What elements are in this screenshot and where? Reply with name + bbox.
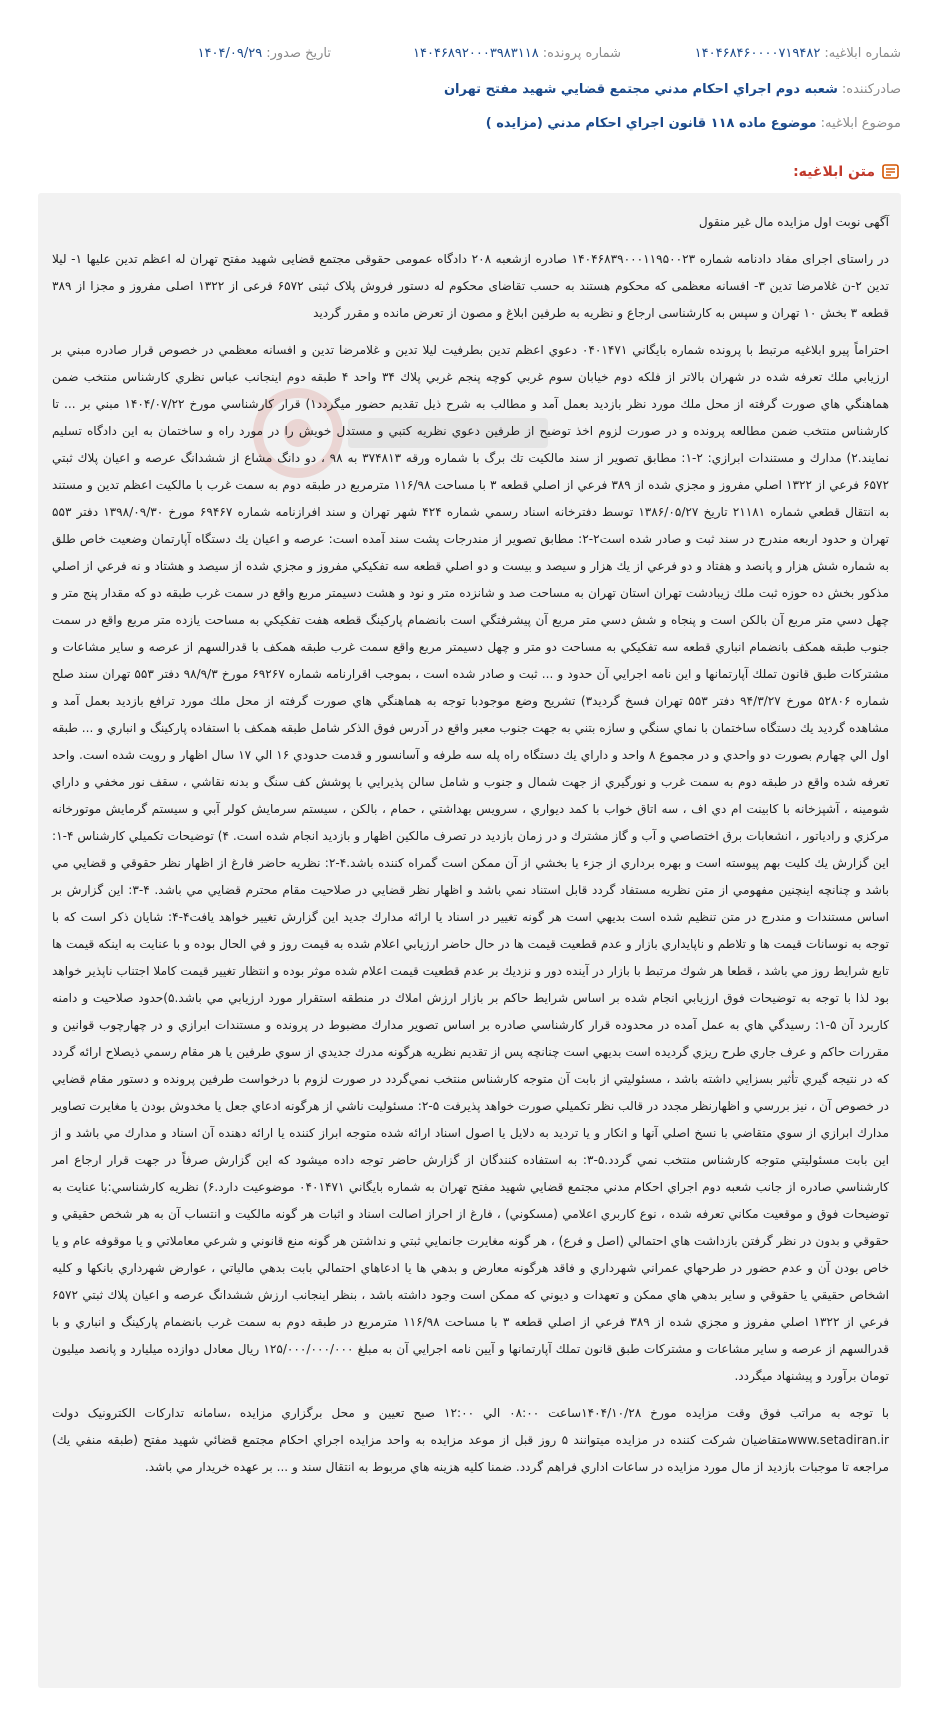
document-icon bbox=[881, 163, 901, 181]
notice-paragraph-1: در راستای اجرای مفاد دادنامه شماره ۱۴۰۴۶۸۳۹۰۰۰۱۱۹۵۰۰۲۳ صادره ازشعبه ۲۰۸ دادگاه عمومی حقوقی مجتمع قضایی شهید مفتح تهران له اعظم تدین علیها ۱- لیلا تدین ۲-ن غلامرضا تدین ۳- افسانه معظمی که محکوم هستند به حسب تقاضای محکوم له دستور فروش پلاک ثبتی ۶۵۷۲ فرعی از ۱۳۲۲ اصلی مفروز و مجزا از ۳۸۹ قطعه ۳ بخش ۱۰ تهران و سپس به کارشناسی ارجاع و نظریه به طرفین ابلاغ و مصون از تعرض مانده و مقرر گردید bbox=[52, 252, 889, 320]
issuer-row bbox=[38, 82, 901, 97]
case-number-value: ۱۴۰۴۶۸۹۲۰۰۰۳۹۸۳۱۱۸ bbox=[413, 46, 539, 61]
notice-paragraph-2: احتراماً پيرو ابلاغيه مرتبط با پرونده شماره بايگاني ۰۴۰۱۴۷۱ دعوي اعظم تدين بطرفيت ليلا تدين و غلامرضا تدين و افسانه معظمي در خصوص قرار صادره مبني بر ارزيابي ملك تعرفه شده در شهران بالاتر از فلكه دوم خيابان سوم غربي كوچه پنجم غربي پلاك ۳۴ واحد ۴ طبقه دوم اينجانب عباس نظري كارشناس منتخب ضمن هماهنگي هاي صورت گرفته از محل ملك مورد نظر بازديد بعمل آمد و مطالب به شرح ذيل تقديم حضور ميگردد۱) قرار كارشناسي مورخ ۱۴۰۴/۰۷/۲۲ مبني بر ... تا كارشناس منتخب ضمن مطالعه پرونده و در صورت لزوم اخذ توضيح از طرفين دعوي نظريه كتبي و مستدل خويش را در مورد راه و ساختمان به اين دادگاه تسليم نمايند.۲) مدارك و مستندات ابرازي: ۲-۱: مطابق تصوير از سند مالكيت تك برگ با شماره ورقه ۳۷۴۸۱۳ به ۹۸ ، دو دانگ مشاع از ششدانگ عرصه و اعيان پلاك ثبتي ۶۵۷۲ فرعي از ۱۳۲۲ اصلي مفروز و مجزي شده از ۳۸۹ فرعي از اصلي قطعه ۳ با مساحت ۱۱۶/۹۸ مترمربع در طبقه دوم به سمت غرب با مالكيت اعظم تدين و مستند به انتقال قطعي شماره ۲۱۱۸۱ تاريخ ۱۳۸۶/۰۵/۲۷ توسط دفترخانه اسناد رسمي شماره ۴۲۴ شهر تهران و سند افرازنامه شماره ۶۹۴۶۷ مورخ ۱۳۹۸/۰۹/۳۰ دفتر ۵۵۳ تهران و حدود اربعه مندرج در سند ثبت و صادر شده است۲-۲: مطابق تصوير از مندرجات پشت سند آمده است: عرصه و اعيان يك دستگاه آپارتمان وضعيت خاص طلق به شماره شش هزار و پانصد و هفتاد و دو فرعي از يك هزار و سيصد و بيست و دو اصلي قطعه سه تفكيكي مفروز و مجزي شده از سيصد و هشتاد و نه فرعي از اصلي مذكور بخش ده حوزه ثبت ملك زيبادشت تهران استان تهران به مساحت صد و شانزده متر و نود و هشت دسيمتر مربع واقع در سمت غرب طبقه دو كه مقدار پنج متر و چهل دسي متر مربع آن بالكن است و پنجاه و شش دسي متر مربع آن پيشرفتگي است بانضمام پاركينگ قطعه هفت تفكيكي به مساحت يازده متر مربع واقع در سمت جنوب طبقه همكف بانضمام انباري قطعه سه تفكيكي به مساحت دو متر و چهل دسيمتر مربع واقع سمت غرب طبقه همكف با قدرالسهم از عرصه و ساير مشاعات و مشتركات طبق قانون تملك آپارتمانها و اين نامه اجرايي آن حدود و ... ثبت و صادر شده است ، بموجب اقرارنامه شماره ۶۹۲۶۷ مورخ ۹۸/۹/۳ دفتر ۵۵۳ تهران سند صلح شماره ۵۲۸۰۶ مورخ ۹۴/۳/۲۷ دفتر ۵۵۳ تهران فسخ گرديد۳) تشريح وضع موجودبا توجه به هماهنگي هاي صورت گرفته از محل ملك مورد ترافع بازديد بعمل آمد و مشاهده گرديد يك دستگاه ساختمان با نماي سنگي و سازه بتني به جهت جنوب معبر واقع در آدرس فوق الذكر شامل طبقه همكف با استفاده پاركينگ و انباري و ... طبقه اول الي چهارم بصورت دو واحدي و در مجموع ۸ واحد و داراي يك دستگاه راه پله سه طرفه و آسانسور و قدمت حدودي ۱۶ الي ۱۷ سال اظهار و رويت شده است. واحد تعرفه شده واقع در طبقه دوم به سمت غرب و نورگيري از جهت شمال و جنوب و شامل سالن پذيرايي با پوشش كف سنگ و بدنه نقاشي ، سقف نور مخفي و داراي شومينه ، آشپزخانه با كابينت ام دي اف ، سه اتاق خواب با كمد ديواري ، سرويس بهداشتي ، حمام ، بالكن ، سيستم سرمايش كولر آبي و سيستم گرمايش موتورخانه مركزي و رادياتور ، انشعابات برق اختصاصي و آب و گاز مشترك و در زمان بازديد در تصرف مالكين اظهار و بازديد انجام شده است. ۴) توضيحات تكميلي كارشناس ۴-۱: اين گزارش يك كليت بهم پيوسته است و بهره برداري از جزء يا بخشي از آن ممكن است گمراه كننده باشد.۴-۲: نظريه حاضر فارغ از اظهار نظر حقوقي و قضايي مي باشد و چنانچه اينچنين مفهومي از متن نظريه مستفاد گردد قابل استناد نمي باشد و اظهار نظر قضايي در صلاحيت مقام محترم قضايي مي باشد. ۴-۳: اين گزارش بر اساس مستندات و مندرج در متن تنظيم شده است بديهي است هر گونه تغيير در اسناد يا ارائه مدارك جديد اين گزارش تغيير خواهد يافت۴-۴: شايان ذكر است كه با توجه به نوسانات قيمت ها و تلاطم و ناپايداري بازار و عدم قطعيت قيمت ها در حال حاضر ارزيابي اعلام شده به قيمت روز و في الحال بوده و با عنايت به اينكه قيمت ها تابع شرايط روز مي باشد ، قطعا هر شوك مرتبط با بازار در آينده دور و نزديك بر عدم قطعيت قيمت اعلام شده موثر بوده و انتظار تغيير قيمت كاملا اجتناب ناپذير خواهد بود لذا با توجه به توضيحات فوق ارزيابي انجام شده بر اساس شرايط حاكم بر بازار ارزش املاك در منطقه استقرار مورد ارزيابي مي باشد.۵)حدود صلاحيت و دامنه كاربرد آن ۵-۱: رسيدگي هاي به عمل آمده در محدوده قرار كارشناسي صادره بر اساس تصوير مدارك مضبوط در پرونده و مستندات ابرازي و در چهارچوب قوانين و مقررات حاكم و عرف جاري طرح ريزي گرديده است بديهي است چنانچه پس از تقديم نظريه هرگونه مدرك جديدي از سوي طرفين يا هر مقام رسمي ذيصلاح ارائه گردد كه در نتيجه گيري تأثير بسزايي داشته باشد ، مسئوليتي از بابت آن متوجه كارشناس منتخب نمي‌گردد در صورت لزوم با درخواست طرفين پرونده و دستور مقام قضايي در خصوص آن ، نيز بررسي و اظهارنظر مجدد در قالب نظر تكميلي صورت خواهد پذيرفت ۵-۲: مسئوليت ناشي از هرگونه ادعاي جعل يا مخدوش بودن يا مغايرت تصاوير مدارك ابرازي از سوي متقاضي با نسخ اصلي آنها و انكار و يا ترديد به دلايل يا اصول اسناد ارائه شده متوجه ابراز كننده يا ارائه دهنده آن اسناد و مدارك مي باشد و از اين بابت مسئوليتي متوجه كارشناس منتخب نمي گردد.۵-۳: به استفاده كنندگان از گزارش حاضر توجه داده ميشود كه اين گزارش صرفاً در جهت قرار ارجاع امر كارشناسي صادره از جانب شعبه دوم اجراي احكام مدني مجتمع قضايي شهيد مفتح تهران به شماره بايگاني ۰۴۰۱۴۷۱ موضوعيت دارد.۶) نظريه كارشناسي:با عنايت به توضيحات فوق و موقعيت مكاني تعرفه شده ، نوع كاربري اعلامي (مسكوني) ، فارغ از احراز اصالت اسناد و اثبات هر گونه مالكيت و انتساب آن به هر شخص حقيقي و حقوقي و بدون در نظر گرفتن بازداشت هاي احتمالي (اصل و فرع) ، هر گونه مغايرت جانمايي ثبتي و نداشتن هر گونه منع قانوني و شرعي معاملاتي و يا موقوفه عام و يا خاص بودن آن و عدم حضور در طرحهاي عمراني شهرداري و فاقد هرگونه معارض و بدهي ها يا ادعاهاي احتمالي بابت بدهي مالياتي ، عوارض شهرداري بانكها و كليه اشخاص حقيقي يا حقوقي و ساير بدهي هاي ممكن و تعهدات و ديوني كه ممكن است وجود داشته باشد ، بنظر اينجانب ارزش ششدانگ عرصه و اعيان پلاك ثبتي ۶۵۷۲ فرعي از ۱۳۲۲ اصلي مفروز و مجزي شده از ۳۸۹ فرعي از اصلي قطعه ۳ با مساحت ۱۱۶/۹۸ مترمربع در طبقه دوم به سمت غرب بانضمام پاركينگ و انباري و با قدرالسهم از عرصه و ساير مشاعات و مشتركات طبق قانون تملك آپارتمانها و آيين نامه اجرايي آن به مبلغ ۱۲۵/۰۰۰/۰۰۰/۰۰۰ ريال معادل دوازده ميليارد و پانصد ميليون تومان برآورد و پيشنهاد ميگردد. bbox=[52, 343, 890, 1383]
notice-heading: آگهی نوبت اول مزایده مال غیر منقول bbox=[698, 215, 889, 229]
notice-number-value: ۱۴۰۴۶۸۴۶۰۰۰۰۷۱۹۴۸۲ bbox=[694, 46, 821, 61]
notice-meta-row bbox=[38, 46, 901, 61]
subject-label: موضوع ابلاغیه: bbox=[820, 116, 901, 131]
issuer-label: صادرکننده: bbox=[841, 82, 901, 97]
issuer-value: شعبه دوم اجراي احكام مدني مجتمع قضايي شهيد مفتح تهران bbox=[443, 82, 838, 97]
notice-paragraph-3: با توجه به مراتب فوق وقت مزايده مورخ ۱۴۰۴/۱۰/۲۸ساعت ۰۸:۰۰ الي ۱۲:۰۰ صبح تعيين و محل برگزاري مزايده ،سامانه تدارکات الکترونيک دولت www.setadiran.irمتقاضيان شركت كننده در مزايده ميتوانند ۵ روز قبل از موعد مزايده به واحد مزايده اجراي احكام مجتمع قضائي شهيد مفتح (طبقه منفي يك) مراجعه تا موجبات بازديد از مال مورد مزايده در ساعات اداري فراهم گردد. ضمنا كليه هزينه هاي مربوط به انتقال سند و ... بر عهده خريدار مي باشد. bbox=[52, 1406, 889, 1474]
issue-date-label: تاریخ صدور: bbox=[266, 46, 331, 61]
notice-number-label: شماره ابلاغیه: bbox=[824, 46, 901, 61]
notice-text-panel bbox=[38, 193, 901, 1688]
case-number bbox=[331, 46, 621, 61]
notice-number bbox=[621, 46, 901, 61]
notice-text-title bbox=[793, 163, 901, 181]
issue-date bbox=[198, 46, 331, 61]
case-number-label: شماره پرونده: bbox=[542, 46, 621, 61]
notice-text-title-label: متن ابلاغیه: bbox=[793, 164, 875, 180]
subject-row bbox=[38, 116, 901, 131]
issue-date-value: ۱۴۰۴/۰۹/۲۹ bbox=[197, 46, 263, 61]
notice-body bbox=[38, 193, 901, 1507]
subject-value: موضوع ماده ۱۱۸ قانون اجراي احكام مدني (مزايده ) bbox=[485, 116, 817, 131]
